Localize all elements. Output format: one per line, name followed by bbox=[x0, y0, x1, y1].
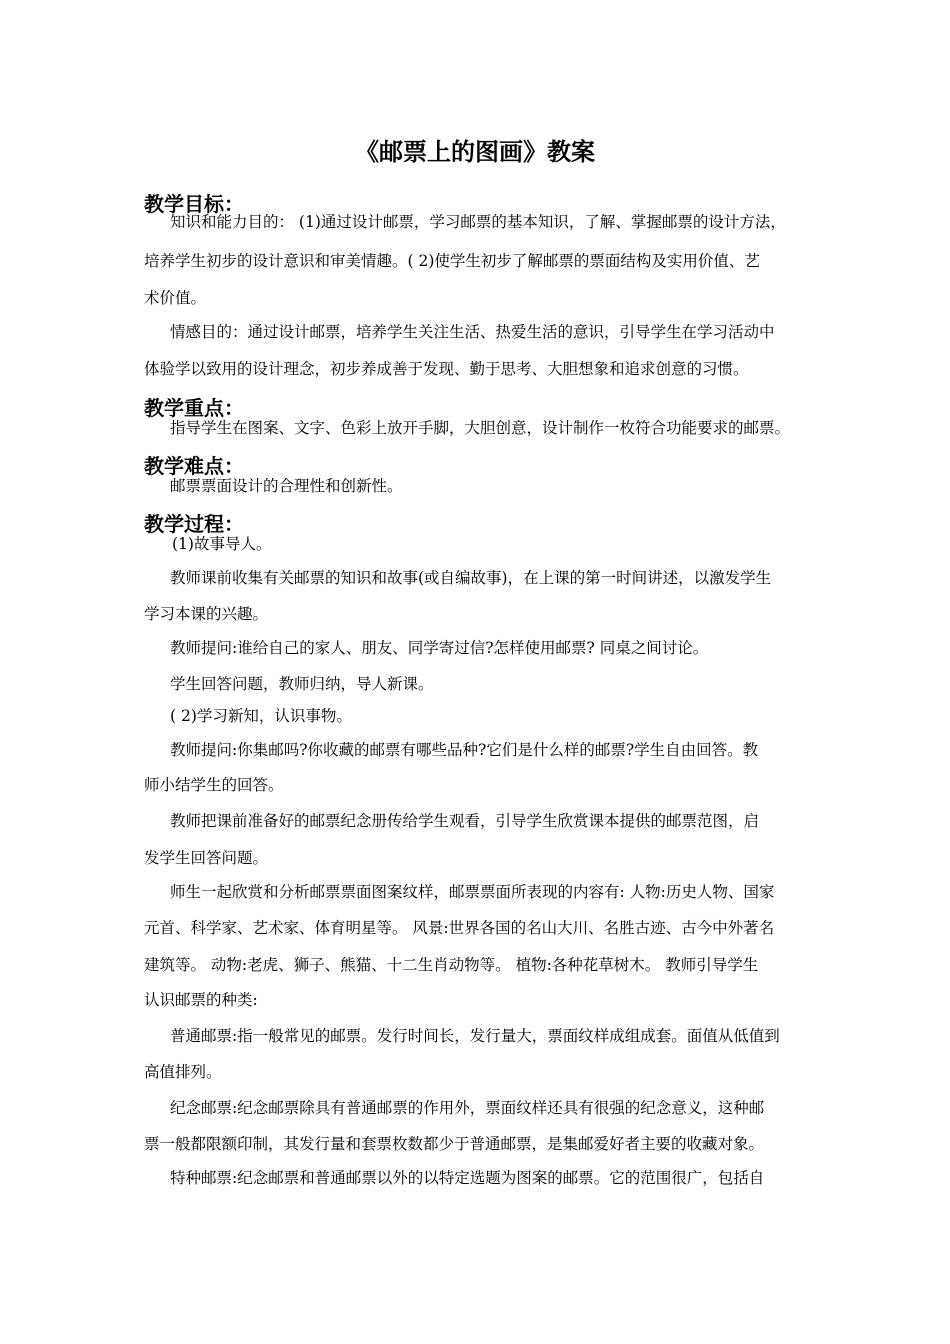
paragraph-line: 学生回答问题，教师归纳，导人新课。 bbox=[170, 675, 434, 693]
paragraph-line: 普通邮票:指一般常见的邮票。发行时间长，发行量大，票面纹样成组成套。面值从低值到 bbox=[170, 1027, 780, 1045]
paragraph-line: 培养学生初步的设计意识和审美情趣。( 2)使学生初步了解邮票的票面结构及实用价值、艺 bbox=[144, 252, 760, 270]
section-heading-key-points: 教学重点： bbox=[144, 396, 244, 420]
paragraph-line: 师小结学生的回答。 bbox=[144, 776, 284, 794]
paragraph-line: 特种邮票:纪念邮票和普通邮票以外的以特定选题为图案的邮票。它的范围很广，包括自 bbox=[170, 1169, 765, 1187]
paragraph-line: 票一般都限额印制，其发行量和套票枚数都少于普通邮票，是集邮爱好者主要的收藏对象。 bbox=[144, 1135, 765, 1153]
document-title: 《邮票上的图画》教案 bbox=[355, 138, 595, 166]
paragraph-line: 教师提问:谁给自己的家人、朋友、同学寄过信?怎样使用邮票? 同桌之间讨论。 bbox=[170, 639, 709, 657]
section-heading-goals: 教学目标： bbox=[144, 192, 244, 216]
paragraph-line: 师生一起欣赏和分析邮票票面图案纹样，邮票票面所表现的内容有: 人物:历史人物、国家 bbox=[170, 883, 775, 901]
paragraph-line: 教师提问:你集邮吗?你收藏的邮票有哪些品种?它们是什么样的邮票?学生自由回答。教 bbox=[170, 741, 759, 759]
paragraph-line: 元首、科学家、艺术家、体育明星等。 风景:世界各国的名山大川、名胜古迹、古今中外著名 bbox=[144, 919, 775, 937]
paragraph-line: 体验学以致用的设计理念，初步养成善于发现、勤于思考、大胆想象和追求创意的习惯。 bbox=[144, 360, 749, 378]
paragraph-line: 学习本课的兴趣。 bbox=[144, 605, 269, 623]
paragraph-line: (1)故事导人。 bbox=[172, 535, 272, 553]
paragraph-line: 教师把课前准备好的邮票纪念册传给学生观看，引导学生欣赏课本提供的邮票范图，启 bbox=[170, 812, 760, 830]
paragraph-line: 指导学生在图案、文字、色彩上放开手脚，大胆创意，设计制作一枚符合功能要求的邮票。 bbox=[170, 419, 791, 437]
section-heading-process: 教学过程： bbox=[144, 512, 244, 536]
paragraph-line: 认识邮票的种类: bbox=[144, 991, 258, 1009]
paragraph-line: ( 2)学习新知，认识事物。 bbox=[170, 707, 352, 725]
paragraph-line: 知识和能力目的： (1)通过设计邮票，学习邮票的基本知识，了解、掌握邮票的设计方法， bbox=[170, 213, 786, 231]
paragraph-line: 术价值。 bbox=[144, 289, 207, 307]
paragraph-line: 邮票票面设计的合理性和创新性。 bbox=[170, 477, 403, 495]
paragraph-line: 建筑等。 动物:老虎、狮子、熊猫、十二生肖动物等。 植物:各种花草树木。 教师引导学生 bbox=[144, 956, 759, 974]
paragraph-line: 教师课前收集有关邮票的知识和故事(或自编故事)，在上课的第一时间讲述，以激发学生 bbox=[170, 569, 772, 587]
paragraph-line: 发学生回答问题。 bbox=[144, 849, 269, 867]
section-heading-difficulties: 教学难点： bbox=[144, 454, 244, 478]
paragraph-line: 情感目的：通过设计邮票，培养学生关注生活、热爱生活的意识，引导学生在学习活动中 bbox=[170, 323, 775, 341]
paragraph-line: 纪念邮票:纪念邮票除具有普通邮票的作用外，票面纹样还具有很强的纪念意义，这种邮 bbox=[170, 1099, 765, 1117]
paragraph-line: 高值排列。 bbox=[144, 1063, 222, 1081]
